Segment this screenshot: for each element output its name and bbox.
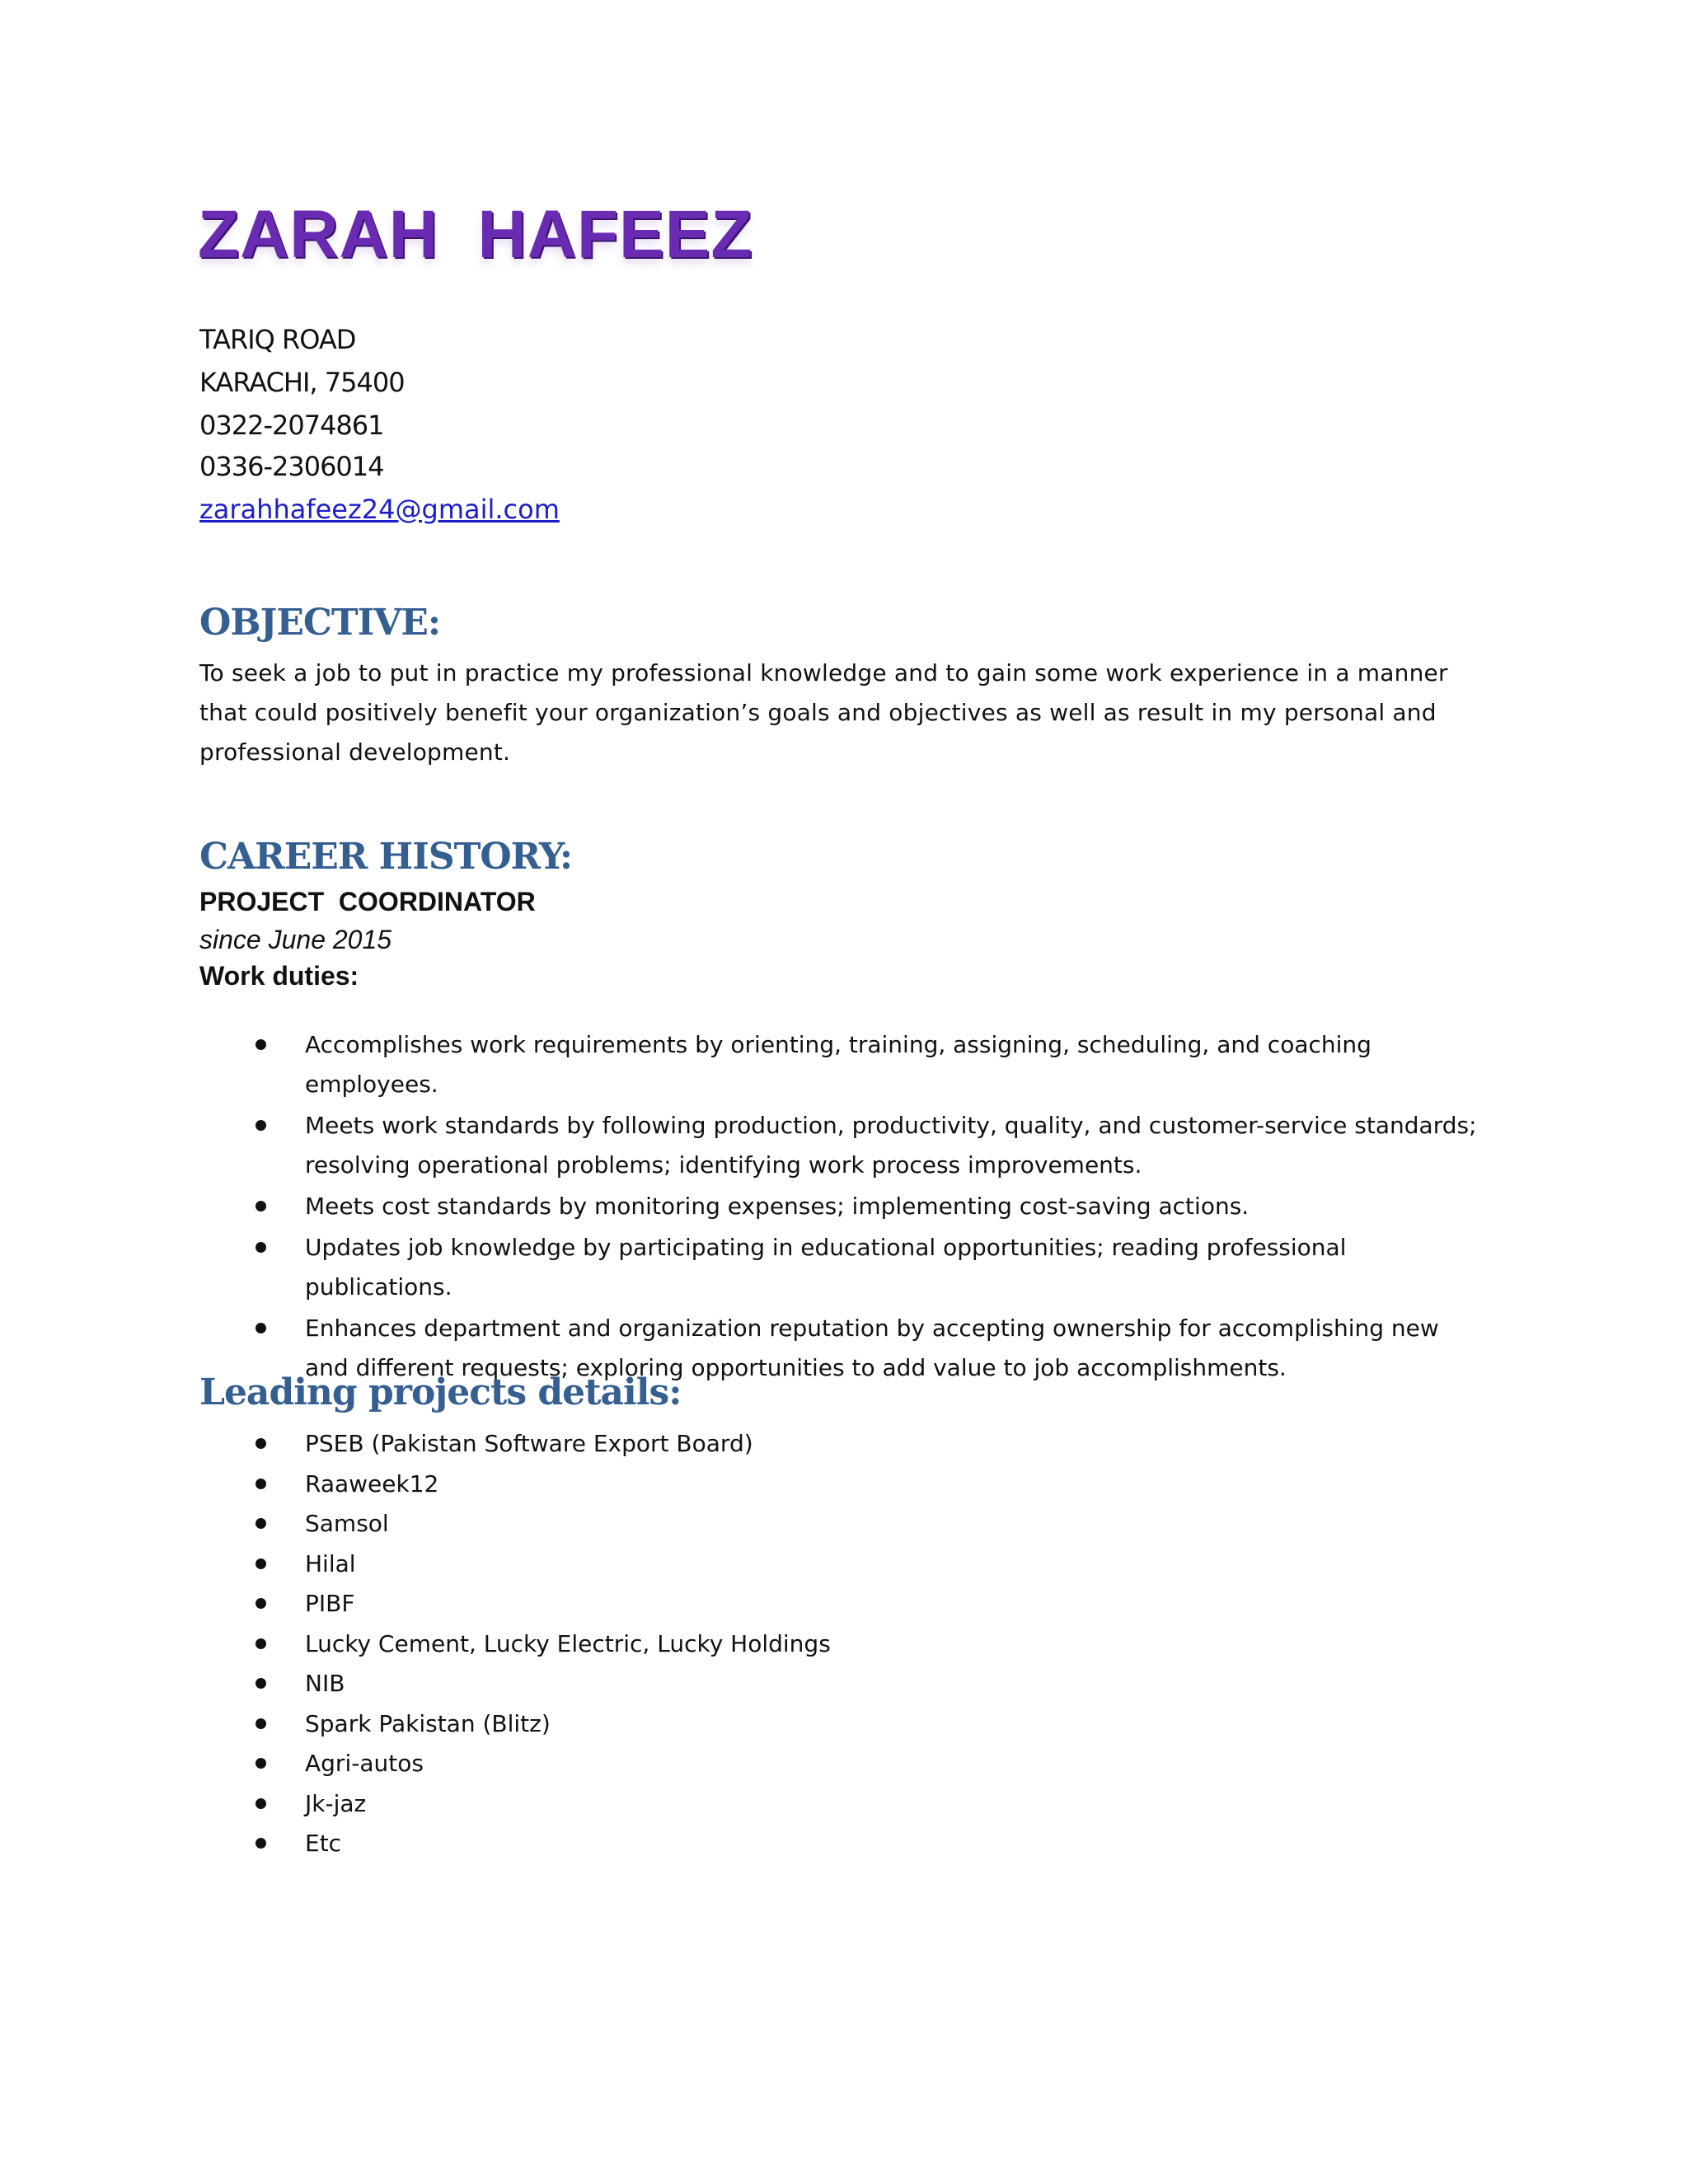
project-text: PIBF [305,1590,355,1617]
duty-text: Updates job knowledge by participating in educational opportunities; reading professional publications. [305,1234,1347,1301]
duty-text: Meets work standards by following production, productivity, quality, and customer-service standards; resolving operational problems; identifying work process improvements. [305,1112,1477,1179]
bullet-icon [256,1242,266,1253]
work-duties-label: Work duties: [199,961,359,991]
resume-name: ZARAH HAFEEZ [198,197,753,272]
list-item [0,1187,1484,1226]
project-text: Etc [305,1830,342,1857]
job-since: since June 2015 [199,925,392,954]
email-link[interactable]: zarahhafeez24@gmail.com [199,494,560,525]
bullet-icon [256,1718,266,1729]
bullet-icon [256,1438,266,1449]
list-item [0,1784,1484,1824]
bullet-icon [256,1838,266,1849]
phone-2: 0336-2306014 [199,451,384,482]
bullet-icon [256,1598,266,1609]
phone-1: 0322-2074861 [199,410,384,441]
list-item [0,1106,1484,1185]
work-duties-list [0,1025,1688,1390]
project-text: Spark Pakistan (Blitz) [305,1709,551,1737]
bullet-icon [256,1518,266,1529]
address-line-2: KARACHI, 75400 [199,367,405,398]
bullet-icon [256,1758,266,1769]
address-line-1: TARIQ ROAD [199,324,356,355]
list-item [0,1584,1484,1624]
bullet-icon [256,1479,266,1489]
list-item [0,1544,1484,1584]
list-item [0,1228,1484,1307]
bullet-icon [256,1558,266,1569]
bullet-icon [256,1323,266,1333]
project-text: PSEB (Pakistan Software Export Board) [305,1430,753,1457]
duty-text: Meets cost standards by monitoring expenses; implementing cost-saving actions. [305,1193,1250,1220]
list-item [0,1664,1484,1704]
leading-projects-heading: Leading projects details: [199,1371,682,1413]
list-item [0,1744,1484,1783]
list-item [0,1704,1484,1744]
bullet-icon [256,1638,266,1649]
bullet-icon [256,1678,266,1689]
list-item [0,1504,1484,1544]
project-text: Jk-jaz [305,1789,367,1817]
project-text: Lucky Cement, Lucky Electric, Lucky Holdings [305,1629,831,1657]
project-text: Agri-autos [305,1750,424,1777]
list-item [0,1465,1484,1504]
project-text: NIB [305,1670,345,1697]
job-title: PROJECT COORDINATOR [199,887,536,916]
bullet-icon [256,1039,266,1050]
project-text: Raaweek12 [305,1469,439,1497]
email-line [199,493,560,526]
bullet-icon [256,1201,266,1212]
project-text: Samsol [305,1510,389,1537]
projects-list [0,1424,1688,1864]
objective-text: To seek a job to put in practice my professional knowledge and to gain some work experience in a manner that could positively benefit your organization’s goals and objectives as well as result in my personal and professional development. [199,659,1448,766]
list-item [0,1424,1484,1464]
list-item [0,1025,1484,1104]
duty-text: Enhances department and organization reputation by accepting ownership for accomplishing new and different requests; exploring opportunities to add value to job accomplishments. [305,1315,1439,1381]
project-text: Hilal [305,1549,356,1577]
career-history-heading: CAREER HISTORY: [199,836,573,878]
objective-heading: OBJECTIVE: [199,602,441,644]
duty-text: Accomplishes work requirements by orienting, training, assigning, scheduling, and coaching employees. [305,1031,1372,1098]
list-item [0,1824,1484,1863]
bullet-icon [256,1798,266,1809]
list-item [0,1624,1484,1664]
bullet-icon [256,1120,266,1131]
